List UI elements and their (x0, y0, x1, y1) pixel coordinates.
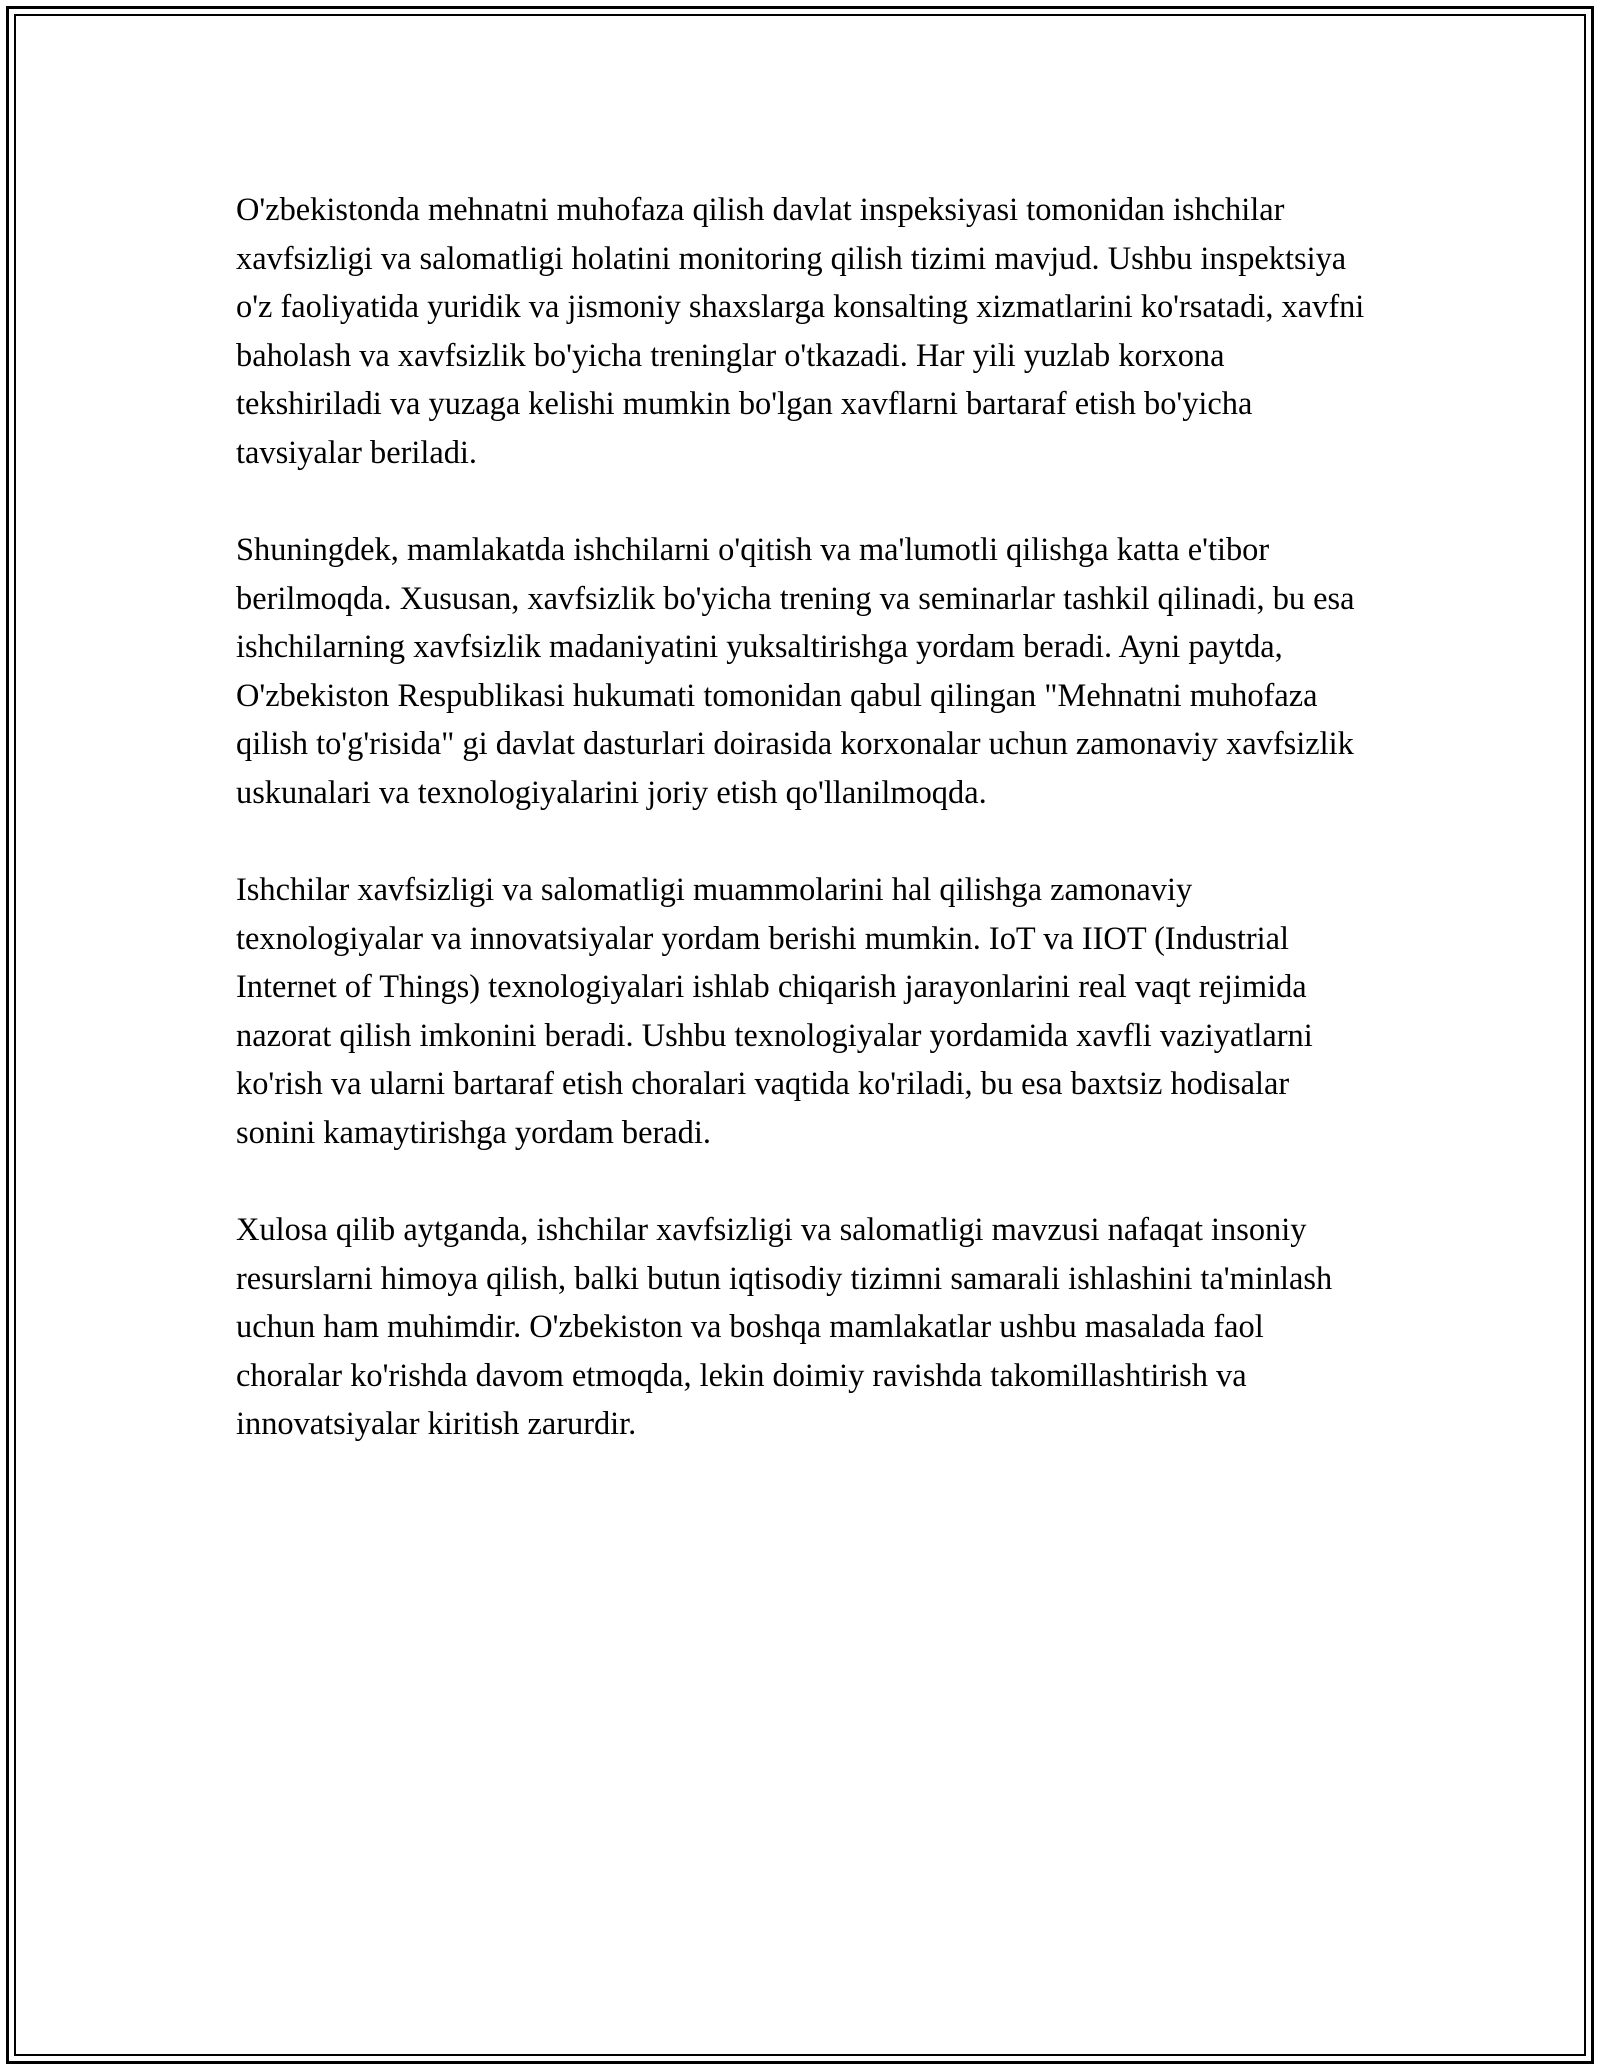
paragraph-2: Shuningdek, mamlakatda ishchilarni o'qitish va ma'lumotli qilishga katta e'tibor berilmoqda. Xususan, xavfsizlik bo'yicha trening va seminarlar tashkil qilinadi, bu esa ishchilarning xavfsizlik madaniyatini yuksaltirishga yordam beradi. Ayni paytda, O'zbekiston Respublikasi hukumati tomonidan qabul qilingan "Mehnatni muhofaza qilish to'g'risida" gi davlat dasturlari doirasida korxonalar uchun zamonaviy xavfsizlik uskunalari va texnologiyalarini joriy etish qo'llanilmoqda. (236, 532, 1355, 811)
paragraph-1: O'zbekistonda mehnatni muhofaza qilish davlat inspeksiyasi tomonidan ishchilar xavfsizligi va salomatligi holatini monitoring qilish tizimi mavjud. Ushbu inspektsiya o'z faoliyatida yuridik va jismoniy shaxslarga konsalting xizmatlarini ko'rsatadi, xavfni baholash va xavfsizlik bo'yicha treninglar o'tkazadi. Har yili yuzlab korxona tekshiriladi va yuzaga kelishi mumkin bo'lgan xavflarni bartaraf etish bo'yicha tavsiyalar beriladi. (236, 192, 1365, 471)
document-body (236, 186, 1366, 1498)
paragraph-3: Ishchilar xavfsizligi va salomatligi muammolarini hal qilishga zamonaviy texnologiyalar va innovatsiyalar yordam berishi mumkin. IoT va IIOT (Industrial Internet of Things) texnologiyalari ishlab chiqarish jarayonlarini real vaqt rejimida nazorat qilish imkonini beradi. Ushbu texnologiyalar yordamida xavfli vaziyatlarni ko'rish va ularni bartaraf etish choralari vaqtida ko'riladi, bu esa baxtsiz hodisalar sonini kamaytirishga yordam beradi. (236, 872, 1313, 1151)
paragraph-4: Xulosa qilib aytganda, ishchilar xavfsizligi va salomatligi mavzusi nafaqat insoniy resurslarni himoya qilish, balki butun iqtisodiy tizimni samarali ishlashini ta'minlash uchun ham muhimdir. O'zbekiston va boshqa mamlakatlar ushbu masalada faol choralar ko'rishda davom etmoqda, lekin doimiy ravishda takomillashtirish va innovatsiyalar kiritish zarurdir. (236, 1212, 1333, 1442)
